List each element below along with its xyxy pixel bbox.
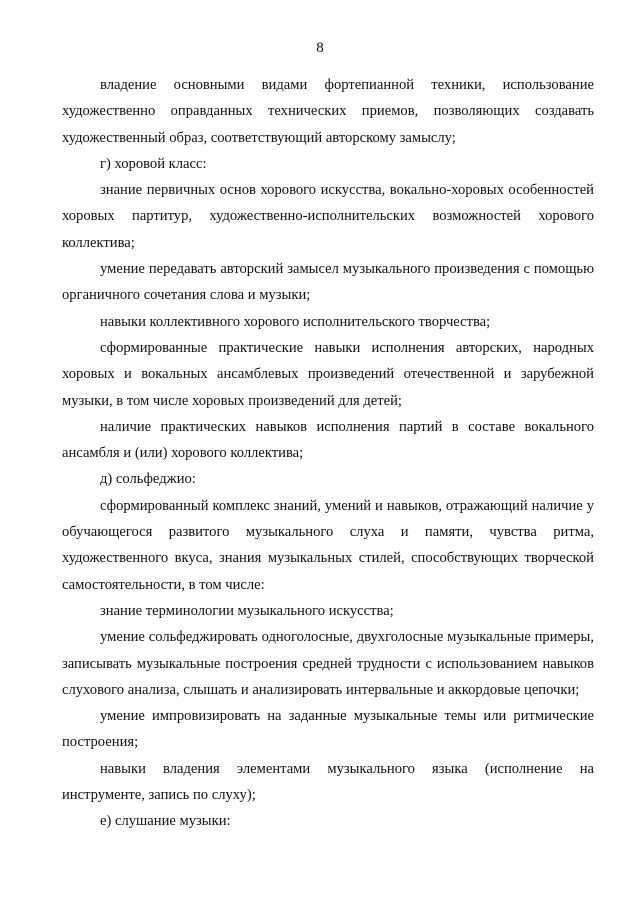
paragraph-piano-technique: владение основными видами фортепианной техники, использование художественно оправданных технических приемов, позволяющих создавать художественный образ, соответствующий авторскому замыслу; [62, 77, 594, 146]
paragraph-terminology: знание терминологии музыкального искусства; [100, 602, 394, 619]
section-heading-solfeggio: д) сольфеджио: [100, 471, 196, 488]
document-body [62, 72, 594, 835]
paragraph-choral-knowledge: знание первичных основ хорового искусства, вокально-хоровых особенностей хоровых партитур, художественно-исполнительских возможностей хорового коллектива; [62, 182, 594, 251]
paragraph-solfeggio-complex: сформированный комплекс знаний, умений и навыков, отражающий наличие у обучающегося развитого музыкального слуха и памяти, чувства ритма, художественного вкуса, знания музыкальных стилей, способствующих творческой самостоятельности, в том числе: [62, 497, 594, 593]
paragraph-musical-language: навыки владения элементами музыкального языка (исполнение на инструменте, запись по слуху); [62, 760, 594, 804]
paragraph-performance-skills: сформированные практические навыки исполнения авторских, народных хоровых и вокальных ансамблевых произведений отечественной и зарубежной музыки, в том числе хоровых произведений для детей; [62, 339, 594, 409]
paragraph-author-intent: умение передавать авторский замысел музыкального произведения с помощью органичного сочетания слова и музыки; [62, 261, 594, 304]
paragraph-solfege-skills: умение сольфеджировать одноголосные, двухголосные музыкальные примеры, записывать музыкальные построения средней трудности с использованием навыков слухового анализа, слышать и анализировать интервальные и аккордовые цепочки; [62, 629, 594, 698]
paragraph-ensemble-parts: наличие практических навыков исполнения партий в составе вокального ансамбля и (или) хорового коллектива; [62, 418, 594, 462]
paragraph-collective-skills: навыки коллективного хорового исполнительского творчества; [100, 313, 491, 330]
section-heading-music-listening: е) слушание музыки: [100, 813, 231, 830]
section-heading-choir-class: г) хоровой класс: [100, 155, 207, 172]
paragraph-improvisation: умение импровизировать на заданные музыкальные темы или ритмические построения; [62, 708, 594, 751]
page-number: 8 [316, 40, 324, 56]
